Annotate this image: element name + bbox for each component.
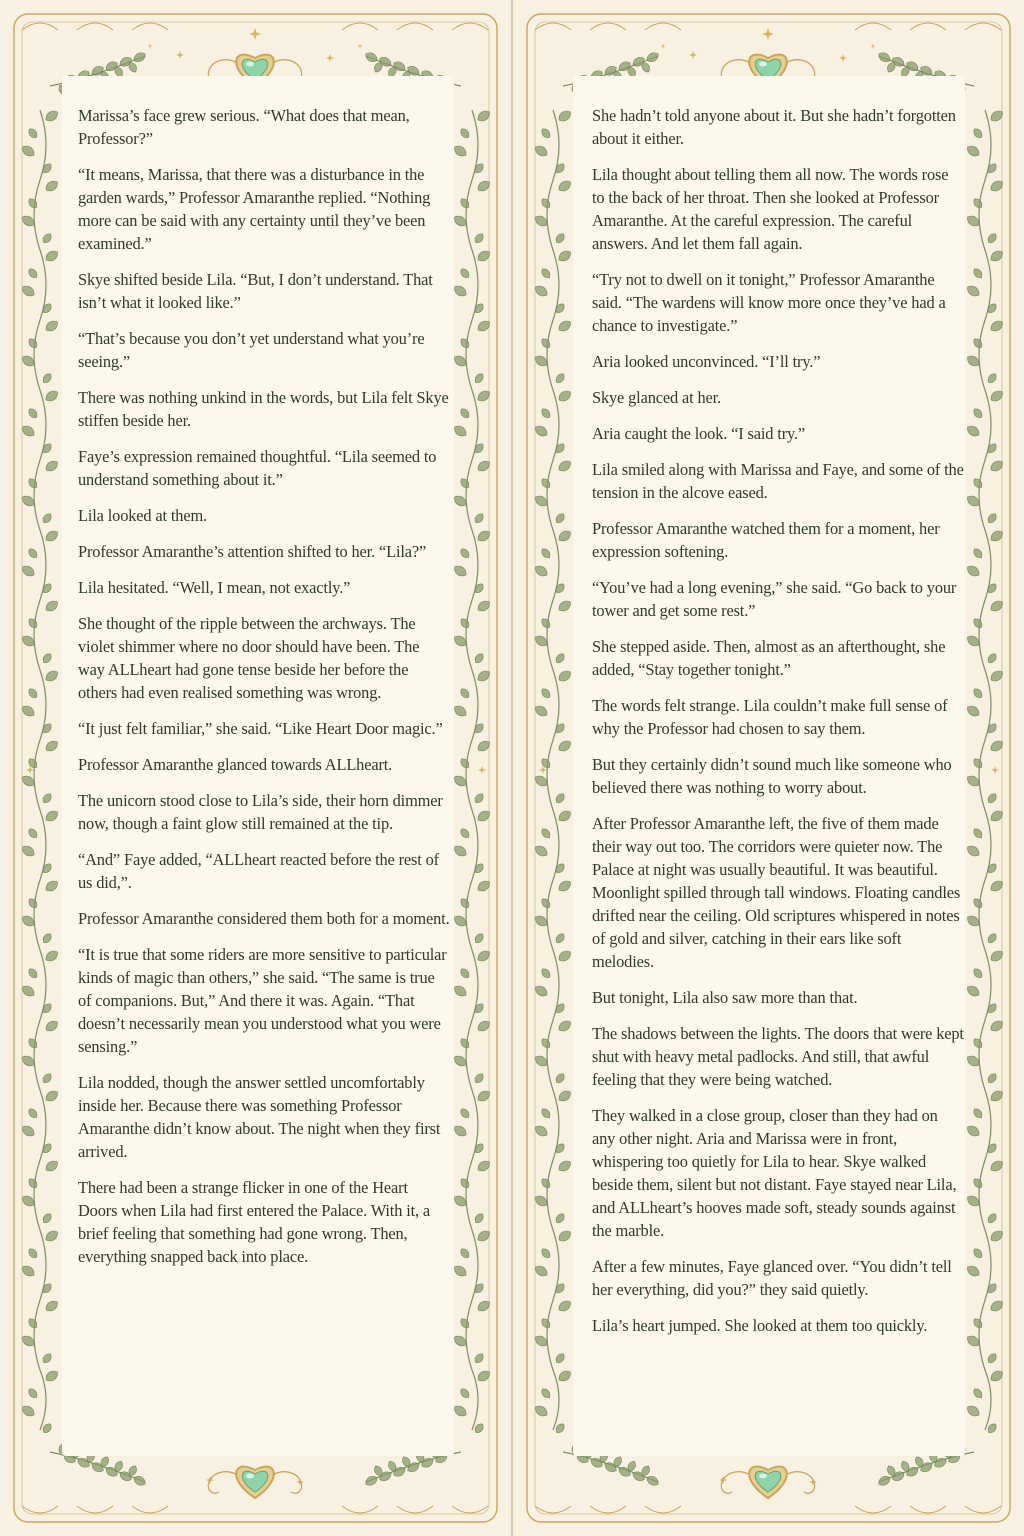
leaf-icon	[965, 983, 982, 998]
paragraph: There had been a strange flicker in one of the Heart Doors when Lila had first entered the Palace. With it, a brief feeling that something had gone wrong. Then, everything snapped back into place.	[78, 1178, 431, 1266]
leaf-icon	[43, 388, 60, 403]
leaf-icon	[475, 388, 492, 403]
leaf-icon	[533, 703, 550, 718]
leaf-icon	[554, 1072, 566, 1085]
leaf-icon	[988, 668, 1005, 683]
leaf-icon	[554, 372, 566, 385]
paragraph: Lila thought about telling them all now. The words rose to the back of her throat. Then she looked at Professor Amaranthe. At the careful expression. The careful answers. And let them fall again.	[592, 165, 949, 253]
leaf-icon	[988, 1018, 1005, 1033]
leaf-icon	[41, 512, 53, 525]
leaf-icon	[554, 1352, 566, 1365]
leaf-icon	[459, 617, 471, 630]
leaf-icon	[27, 1177, 39, 1190]
paragraph: “It is true that some riders are more sensitive to particular kinds of magic than others,” she said. “The same is true of companions. But,” And there it was. Again. “That doesn’t necessarily mean you understood what you were sensing.”	[78, 945, 447, 1056]
leaf-icon	[556, 668, 573, 683]
leaf-icon	[452, 1403, 469, 1418]
leaf-icon	[988, 388, 1005, 403]
leaf-icon	[556, 878, 573, 893]
right-border-vine	[452, 108, 492, 1434]
leaf-icon	[540, 757, 552, 770]
leaf-icon	[27, 407, 39, 420]
paragraph: After a few minutes, Faye glanced over. “You didn’t tell her everything, did you?” they said quietly.	[592, 1257, 952, 1299]
leaf-icon	[475, 318, 492, 333]
leaf-icon	[475, 528, 492, 543]
paragraph: Aria caught the look. “I said try.”	[592, 424, 806, 443]
leaf-icon	[556, 178, 573, 193]
leaf-icon	[459, 897, 471, 910]
paragraph: They walked in a close group, closer than they had on any other night. Aria and Marissa were in front, whispering too quietly for Lila to hear. Skye walked beside them, silent but not distant. Faye stayed near Lila, and ALLheart’s hooves made soft, steady sounds against the marble.	[592, 1106, 957, 1240]
paragraph: After Professor Amaranthe left, the five of them made their way out too. The corridors were quieter now. The Palace at night was usually beautiful. It was beautiful. Moonlight spilled through tall windows. Floating candles drifted near the ceiling. Old scriptures whispered in notes of gold and silver, catching in their ears like soft melodies.	[592, 814, 961, 971]
leaf-icon	[972, 1107, 984, 1120]
leaf-icon	[540, 1387, 552, 1400]
leaf-icon	[988, 598, 1005, 613]
leaf-icon	[533, 143, 550, 158]
leaf-icon	[43, 878, 60, 893]
leaf-icon	[972, 1037, 984, 1050]
leaf-icon	[459, 1177, 471, 1190]
leaf-icon	[452, 1263, 469, 1278]
leaf-icon	[988, 1158, 1005, 1173]
leaf-icon	[556, 598, 573, 613]
leaf-icon	[43, 1158, 60, 1173]
leaf-icon	[473, 932, 485, 945]
leaf-icon	[475, 1228, 492, 1243]
leaf-icon	[533, 843, 550, 858]
sparkle-icon	[478, 766, 486, 774]
leaf-icon	[988, 178, 1005, 193]
leaf-icon	[20, 843, 37, 858]
leaf-icon	[475, 878, 492, 893]
leaf-icon	[475, 738, 492, 753]
leaf-icon	[986, 1212, 998, 1225]
right-page-text	[592, 104, 964, 1350]
leaf-icon	[459, 967, 471, 980]
leaf-icon	[540, 407, 552, 420]
leaf-icon	[20, 283, 37, 298]
leaf-icon	[459, 1387, 471, 1400]
leaf-icon	[556, 1088, 573, 1103]
leaf-icon	[459, 337, 471, 350]
right-page	[513, 0, 1024, 1536]
leaf-icon	[556, 948, 573, 963]
leaf-icon	[475, 1368, 492, 1383]
leaf-icon	[43, 738, 60, 753]
paragraph: But they certainly didn’t sound much like someone who believed there was nothing to worry about.	[592, 755, 952, 797]
left-border-vine	[20, 108, 60, 1434]
leaf-icon	[988, 528, 1005, 543]
leaf-icon	[986, 232, 998, 245]
leaf-icon	[972, 827, 984, 840]
leaf-icon	[473, 232, 485, 245]
leaf-icon	[452, 703, 469, 718]
paragraph: “It just felt familiar,” she said. “Like Heart Door magic.”	[78, 719, 443, 738]
leaf-icon	[459, 547, 471, 560]
leaf-icon	[972, 967, 984, 980]
leaf-icon	[459, 757, 471, 770]
paragraph: The unicorn stood close to Lila’s side, their horn dimmer now, though a faint glow still remained at the tip.	[78, 791, 443, 833]
leaf-icon	[27, 1037, 39, 1050]
paragraph: The words felt strange. Lila couldn’t make full sense of why the Professor had chosen to say them.	[592, 696, 948, 738]
leaf-icon	[965, 843, 982, 858]
leaf-icon	[20, 1263, 37, 1278]
leaf-icon	[540, 1177, 552, 1190]
leaf-icon	[459, 127, 471, 140]
leaf-icon	[41, 652, 53, 665]
leaf-icon	[972, 477, 984, 490]
left-border-vine	[533, 108, 573, 1434]
leaf-icon	[988, 738, 1005, 753]
leaf-icon	[554, 1212, 566, 1225]
leaf-icon	[540, 827, 552, 840]
leaf-icon	[986, 1072, 998, 1085]
leaf-icon	[43, 108, 60, 123]
sparkle-icon	[358, 44, 363, 49]
paragraph: She hadn’t told anyone about it. But she hadn’t forgotten about it either.	[592, 106, 956, 148]
leaf-icon	[986, 372, 998, 385]
leaf-icon	[475, 248, 492, 263]
leaf-icon	[533, 983, 550, 998]
leaf-icon	[43, 248, 60, 263]
leaf-icon	[43, 1368, 60, 1383]
sparkle-icon	[661, 44, 666, 49]
sparkle-icon	[689, 51, 697, 59]
leaf-icon	[41, 1072, 53, 1085]
leaf-icon	[473, 652, 485, 665]
leaf-icon	[540, 897, 552, 910]
left-page	[0, 0, 511, 1536]
leaf-icon	[965, 1263, 982, 1278]
leaf-icon	[43, 598, 60, 613]
leaf-icon	[475, 808, 492, 823]
leaf-icon	[459, 1107, 471, 1120]
paragraph: She thought of the ripple between the archways. The violet shimmer where no door should have been. The way ALLheart had gone tense beside her before the others had even realised something was wrong.	[78, 614, 420, 702]
leaf-icon	[540, 267, 552, 280]
sparkle-icon	[148, 44, 153, 49]
leaf-icon	[43, 528, 60, 543]
leaf-icon	[972, 127, 984, 140]
paragraph: “And” Faye added, “ALLheart reacted before the rest of us did,”.	[78, 850, 439, 892]
leaf-icon	[972, 757, 984, 770]
leaf-icon	[540, 617, 552, 630]
leaf-icon	[645, 1474, 660, 1488]
leaf-icon	[459, 267, 471, 280]
leaf-icon	[972, 1387, 984, 1400]
leaf-icon	[475, 668, 492, 683]
paragraph: Skye glanced at her.	[592, 388, 721, 407]
leaf-icon	[41, 1352, 53, 1365]
leaf-icon	[986, 652, 998, 665]
leaf-icon	[459, 1247, 471, 1260]
leaf-icon	[473, 1212, 485, 1225]
leaf-icon	[972, 1247, 984, 1260]
leaf-icon	[475, 1298, 492, 1313]
leaf-icon	[972, 407, 984, 420]
leaf-icon	[972, 267, 984, 280]
sparkle-icon	[326, 54, 334, 62]
leaf-icon	[43, 1228, 60, 1243]
sparkle-icon	[839, 54, 847, 62]
leaf-icon	[540, 967, 552, 980]
leaf-icon	[556, 738, 573, 753]
leaf-icon	[986, 932, 998, 945]
paragraph: “It means, Marissa, that there was a disturbance in the garden wards,” Professor Amaranthe replied. “Nothing more can be said with any certainty until they’ve been examined.”	[78, 165, 431, 253]
leaf-icon	[554, 232, 566, 245]
leaf-icon	[540, 1107, 552, 1120]
leaf-icon	[41, 792, 53, 805]
leaf-icon	[645, 50, 660, 64]
leaf-icon	[972, 337, 984, 350]
leaf-icon	[965, 283, 982, 298]
leaf-icon	[452, 423, 469, 438]
leaf-icon	[27, 267, 39, 280]
paragraph: But tonight, Lila also saw more than that.	[592, 988, 858, 1007]
leaf-icon	[533, 423, 550, 438]
leaf-icon	[556, 248, 573, 263]
paragraph: Professor Amaranthe watched them for a moment, her expression softening.	[592, 519, 940, 561]
leaf-icon	[556, 1018, 573, 1033]
leaf-icon	[972, 897, 984, 910]
leaf-icon	[972, 547, 984, 560]
leaf-icon	[452, 283, 469, 298]
leaf-icon	[27, 967, 39, 980]
leaf-icon	[459, 1317, 471, 1330]
leaf-icon	[27, 617, 39, 630]
paragraph: There was nothing unkind in the words, but Lila felt Skye stiffen beside her.	[78, 388, 449, 430]
leaf-icon	[556, 318, 573, 333]
leaf-icon	[965, 703, 982, 718]
leaf-icon	[988, 1298, 1005, 1313]
leaf-icon	[556, 1298, 573, 1313]
leaf-icon	[473, 1352, 485, 1365]
leaf-icon	[452, 1123, 469, 1138]
leaf-icon	[988, 878, 1005, 893]
sparkle-icon	[249, 28, 261, 40]
leaf-icon	[20, 1403, 37, 1418]
leaf-icon	[452, 983, 469, 998]
sparkle-icon	[176, 51, 184, 59]
leaf-icon	[43, 318, 60, 333]
leaf-icon	[364, 1474, 379, 1488]
leaf-icon	[132, 50, 147, 64]
paragraph: She stepped aside. Then, almost as an afterthought, she added, “Stay together tonight.”	[592, 637, 946, 679]
paragraph: Marissa’s face grew serious. “What does that mean, Professor?”	[78, 106, 410, 148]
leaf-icon	[475, 1018, 492, 1033]
leaf-icon	[475, 598, 492, 613]
leaf-icon	[20, 143, 37, 158]
leaf-icon	[965, 423, 982, 438]
leaf-icon	[540, 197, 552, 210]
leaf-icon	[540, 687, 552, 700]
leaf-icon	[43, 808, 60, 823]
leaf-icon	[965, 1403, 982, 1418]
leaf-icon	[27, 127, 39, 140]
leaf-icon	[988, 458, 1005, 473]
paragraph: Professor Amaranthe glanced towards ALLheart.	[78, 755, 393, 774]
leaf-icon	[965, 563, 982, 578]
paragraph: Professor Amaranthe’s attention shifted to her. “Lila?”	[78, 542, 427, 561]
leaf-icon	[533, 1403, 550, 1418]
leaf-icon	[459, 197, 471, 210]
leaf-icon	[972, 1177, 984, 1190]
leaf-icon	[475, 1088, 492, 1103]
leaf-icon	[988, 948, 1005, 963]
leaf-icon	[540, 127, 552, 140]
paragraph: Faye’s expression remained thoughtful. “Lila seemed to understand something about it.”	[78, 447, 437, 489]
paragraph: Lila hesitated. “Well, I mean, not exactly.”	[78, 578, 351, 597]
leaf-icon	[540, 1247, 552, 1260]
paragraph: “That’s because you don’t yet understand what you’re seeing.”	[78, 329, 425, 371]
leaf-icon	[554, 932, 566, 945]
leaf-icon	[459, 687, 471, 700]
leaf-icon	[473, 1072, 485, 1085]
leaf-icon	[27, 477, 39, 490]
leaf-icon	[459, 407, 471, 420]
leaf-icon	[877, 1474, 892, 1488]
leaf-icon	[475, 108, 492, 123]
leaf-icon	[459, 827, 471, 840]
leaf-icon	[27, 1387, 39, 1400]
leaf-icon	[27, 337, 39, 350]
leaf-icon	[475, 178, 492, 193]
leaf-icon	[27, 1247, 39, 1260]
leaf-icon	[43, 668, 60, 683]
sparkle-icon	[991, 766, 999, 774]
paragraph: Aria looked unconvinced. “I’ll try.”	[592, 352, 821, 371]
leaf-icon	[988, 248, 1005, 263]
leaf-icon	[43, 948, 60, 963]
leaf-icon	[556, 528, 573, 543]
leaf-icon	[43, 1088, 60, 1103]
leaf-icon	[533, 1123, 550, 1138]
leaf-icon	[556, 808, 573, 823]
leaf-icon	[533, 283, 550, 298]
leaf-icon	[27, 197, 39, 210]
leaf-icon	[988, 318, 1005, 333]
leaf-icon	[27, 1107, 39, 1120]
leaf-icon	[43, 1018, 60, 1033]
leaf-icon	[556, 1158, 573, 1173]
leaf-icon	[27, 687, 39, 700]
leaf-icon	[972, 617, 984, 630]
leaf-icon	[473, 792, 485, 805]
leaf-icon	[972, 687, 984, 700]
leaf-icon	[965, 143, 982, 158]
leaf-icon	[556, 1228, 573, 1243]
leaf-icon	[556, 388, 573, 403]
leaf-icon	[475, 948, 492, 963]
paragraph: Lila looked at them.	[78, 506, 207, 525]
leaf-icon	[41, 372, 53, 385]
paragraph: Lila nodded, though the answer settled uncomfortably inside her. Because there was something Professor Amaranthe didn’t know about. The night when they first arrived.	[78, 1073, 441, 1161]
leaf-icon	[41, 232, 53, 245]
leaf-icon	[540, 337, 552, 350]
leaf-icon	[988, 1368, 1005, 1383]
leaf-icon	[556, 1368, 573, 1383]
leaf-icon	[41, 1212, 53, 1225]
leaf-icon	[533, 1263, 550, 1278]
leaf-icon	[475, 1158, 492, 1173]
leaf-icon	[877, 50, 892, 64]
leaf-icon	[473, 512, 485, 525]
leaf-icon	[41, 932, 53, 945]
leaf-icon	[972, 197, 984, 210]
leaf-icon	[533, 563, 550, 578]
paragraph: “You’ve had a long evening,” she said. “Go back to your tower and get some rest.”	[592, 578, 957, 620]
leaf-icon	[20, 983, 37, 998]
leaf-icon	[986, 792, 998, 805]
leaf-icon	[43, 1298, 60, 1313]
leaf-icon	[554, 652, 566, 665]
leaf-icon	[556, 108, 573, 123]
paragraph: Lila’s heart jumped. She looked at them too quickly.	[592, 1316, 928, 1335]
leaf-icon	[475, 458, 492, 473]
leaf-icon	[554, 512, 566, 525]
leaf-icon	[27, 1317, 39, 1330]
leaf-icon	[27, 827, 39, 840]
leaf-icon	[43, 458, 60, 473]
leaf-icon	[988, 1088, 1005, 1103]
leaf-icon	[473, 372, 485, 385]
leaf-icon	[20, 703, 37, 718]
leaf-icon	[364, 50, 379, 64]
leaf-icon	[972, 1317, 984, 1330]
paragraph: “Try not to dwell on it tonight,” Professor Amaranthe said. “The wardens will know more once they’ve had a chance to investigate.”	[592, 270, 946, 335]
leaf-icon	[540, 1317, 552, 1330]
left-page-text	[78, 104, 450, 1281]
leaf-icon	[965, 1123, 982, 1138]
leaf-icon	[27, 547, 39, 560]
leaf-icon	[452, 563, 469, 578]
leaf-icon	[459, 477, 471, 490]
leaf-icon	[459, 1037, 471, 1050]
leaf-icon	[452, 143, 469, 158]
paragraph: The shadows between the lights. The doors that were kept shut with heavy metal padlocks. And still, that awful feeling that they were being watched.	[592, 1024, 964, 1089]
leaf-icon	[540, 1037, 552, 1050]
leaf-icon	[20, 1123, 37, 1138]
leaf-icon	[986, 512, 998, 525]
leaf-icon	[986, 1352, 998, 1365]
leaf-icon	[540, 547, 552, 560]
leaf-icon	[452, 843, 469, 858]
paragraph: Professor Amaranthe considered them both for a moment.	[78, 909, 450, 928]
leaf-icon	[554, 792, 566, 805]
leaf-icon	[132, 1474, 147, 1488]
leaf-icon	[20, 423, 37, 438]
sparkle-icon	[871, 44, 876, 49]
right-border-vine	[965, 108, 1005, 1434]
leaf-icon	[988, 1228, 1005, 1243]
leaf-icon	[988, 108, 1005, 123]
leaf-icon	[43, 178, 60, 193]
paragraph: Lila smiled along with Marissa and Faye, and some of the tension in the alcove eased.	[592, 460, 964, 502]
sparkle-icon	[762, 28, 774, 40]
leaf-icon	[20, 563, 37, 578]
paragraph: Skye shifted beside Lila. “But, I don’t understand. That isn’t what it looked like.”	[78, 270, 433, 312]
leaf-icon	[540, 477, 552, 490]
leaf-icon	[988, 808, 1005, 823]
leaf-icon	[556, 458, 573, 473]
leaf-icon	[27, 757, 39, 770]
leaf-icon	[27, 897, 39, 910]
